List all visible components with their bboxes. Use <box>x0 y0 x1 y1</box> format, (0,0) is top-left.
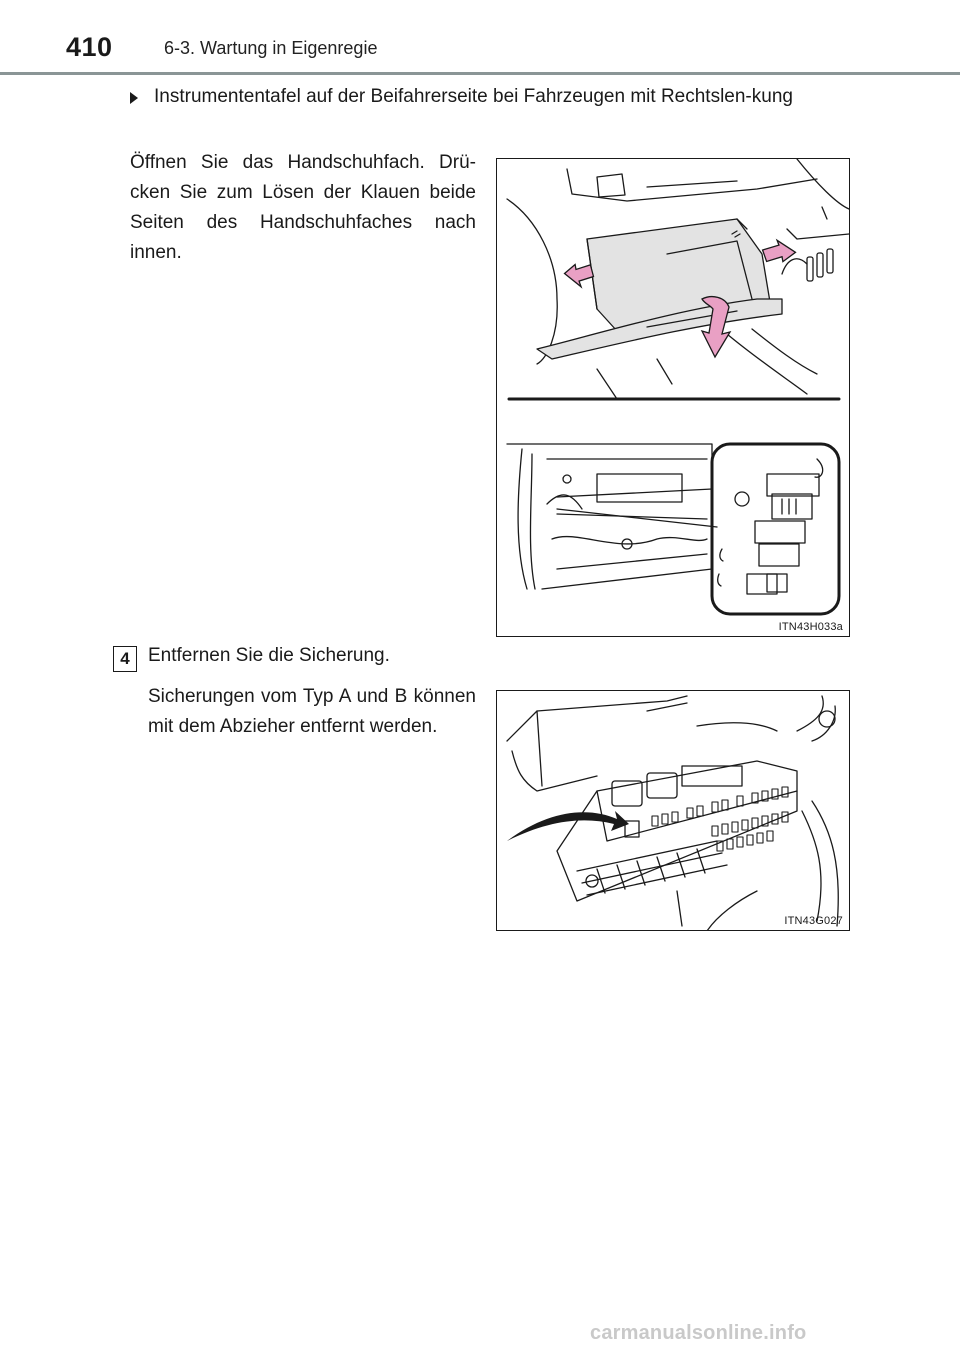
fusebox-illustration <box>497 691 850 931</box>
figure-fusebox <box>496 690 850 931</box>
step-text: Entfernen Sie die Sicherung. <box>148 645 390 666</box>
subheading-text: Instrumententafel auf der Beifahrerseite bei Fahrzeugen mit Rechtslen-kung <box>154 86 793 107</box>
subheading <box>130 82 842 112</box>
paragraph-open-glovebox: Öffnen Sie das Handschuhfach. Drü-cken Sie zum Lösen der Klauen beide Seiten des Handschuhfaches nach innen. <box>130 152 476 263</box>
figure-id-glovebox: ITN43H033a <box>778 621 843 633</box>
figure-glovebox <box>496 158 850 637</box>
zoom-detail-frame <box>712 444 839 614</box>
header-rule <box>0 72 960 75</box>
watermark: carmanualsonline.info <box>590 1322 807 1344</box>
step-badge: 4 <box>113 646 137 672</box>
press-arrow-left-icon <box>563 262 595 290</box>
paragraph-fuse-types: Sicherungen vom Typ A und B können mit dem Abzieher entfernt werden. <box>148 686 476 737</box>
page-number: 410 <box>66 32 113 62</box>
triangle-bullet-icon <box>130 92 138 104</box>
section-title: 6-3. Wartung in Eigenregie <box>164 38 378 58</box>
glovebox-illustration <box>497 159 850 637</box>
figure-id-fusebox: ITN43G027 <box>784 915 843 927</box>
fuse-pointer-arrow-icon <box>507 811 629 841</box>
